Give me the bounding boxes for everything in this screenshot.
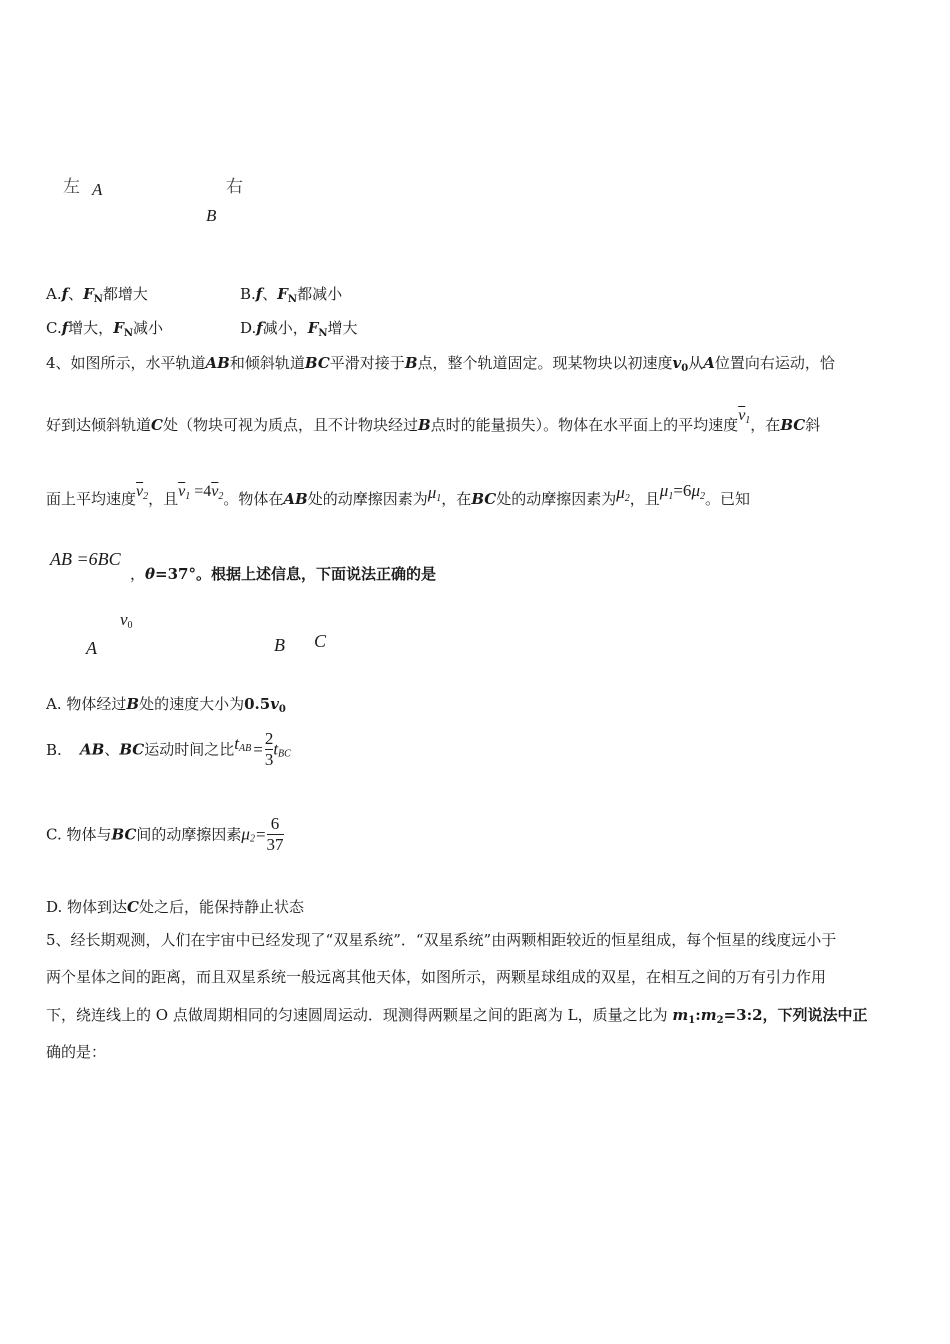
q3-option-c: C.f增大，$F_N$减小 [46, 319, 163, 339]
q4-option-b: B. AB、BC运动时间之比$t_{AB}$ = $\frac{2}{3}$ $t_{BC}$ [46, 729, 291, 769]
fig1-label-a: A [92, 180, 103, 199]
q4-option-c: C. 物体与BC间的动摩擦因素$\mu_2=$ $\frac{6}{37}$ [46, 814, 284, 854]
q4-line-1: 4、如图所示，水平轨道AB和倾斜轨道BC平滑对接于B点，整个轨道固定。现某物块以初速度$v_0$从A位置向右运动，恰 [46, 354, 835, 374]
track-v0-label: $v_0$ [120, 610, 133, 631]
track-label-b: B [274, 635, 285, 655]
q5-line-1: 5、经长期观测，人们在宇宙中已经发现了“双星系统”．“双星系统”由两颗相距较近的恒星组成，每个恒星的线度远小于 [46, 931, 837, 949]
q4-line-4: ，θ=37°。根据上述信息，下面说法正确的是 [130, 565, 436, 583]
q3-option-a: A.f、$F_N$都增大 [46, 285, 148, 305]
q4-ab-6bc-equation: AB =6BC [50, 549, 121, 569]
q3-option-b: B.f、$F_N$都减小 [240, 285, 343, 305]
q4-option-d: D. 物体到达C处之后，能保持静止状态 [46, 898, 304, 916]
fig1-left-label: 左 [63, 177, 80, 197]
q4-line-3: 面上平均速度$\overline{v}_2$，且$\overline{v}_1 =4\overline{v}_2$。物体在AB处的动摩擦因素为$\mu_1$，在BC处的动摩擦因素为$\mu_2$，且$\mu_1=6\mu_2$。已知 [46, 481, 750, 508]
q3-option-d: D.f减小，$F_N$增大 [240, 319, 358, 339]
q4-option-a: A. 物体经过B处的速度大小为$0.5v_0$ [46, 695, 286, 715]
q5-line-2: 两个星体之间的距离，而且双星系统一般远离其他天体，如图所示，两颗星球组成的双星，在相互之间的万有引力作用 [46, 968, 827, 986]
q5-line-3: 下，绕连线上的 O 点做周期相同的匀速圆周运动．现测得两颗星之间的距离为 L，质量之比为 $m_1:m_2=3:2$，下列说法中正 [46, 1006, 868, 1026]
track-label-a: A [86, 638, 97, 658]
q5-line-4: 确的是： [46, 1043, 107, 1061]
fig1-label-b: B [206, 206, 217, 225]
q4-line-2: 好到达倾斜轨道C处（物块可视为质点，且不计物块经过B点时的能量损失）。物体在水平面上的平均速度$\overline{v}_1$，在BC斜 [46, 407, 821, 434]
fig1-right-label: 右 [226, 177, 243, 197]
track-label-c: C [314, 631, 327, 651]
